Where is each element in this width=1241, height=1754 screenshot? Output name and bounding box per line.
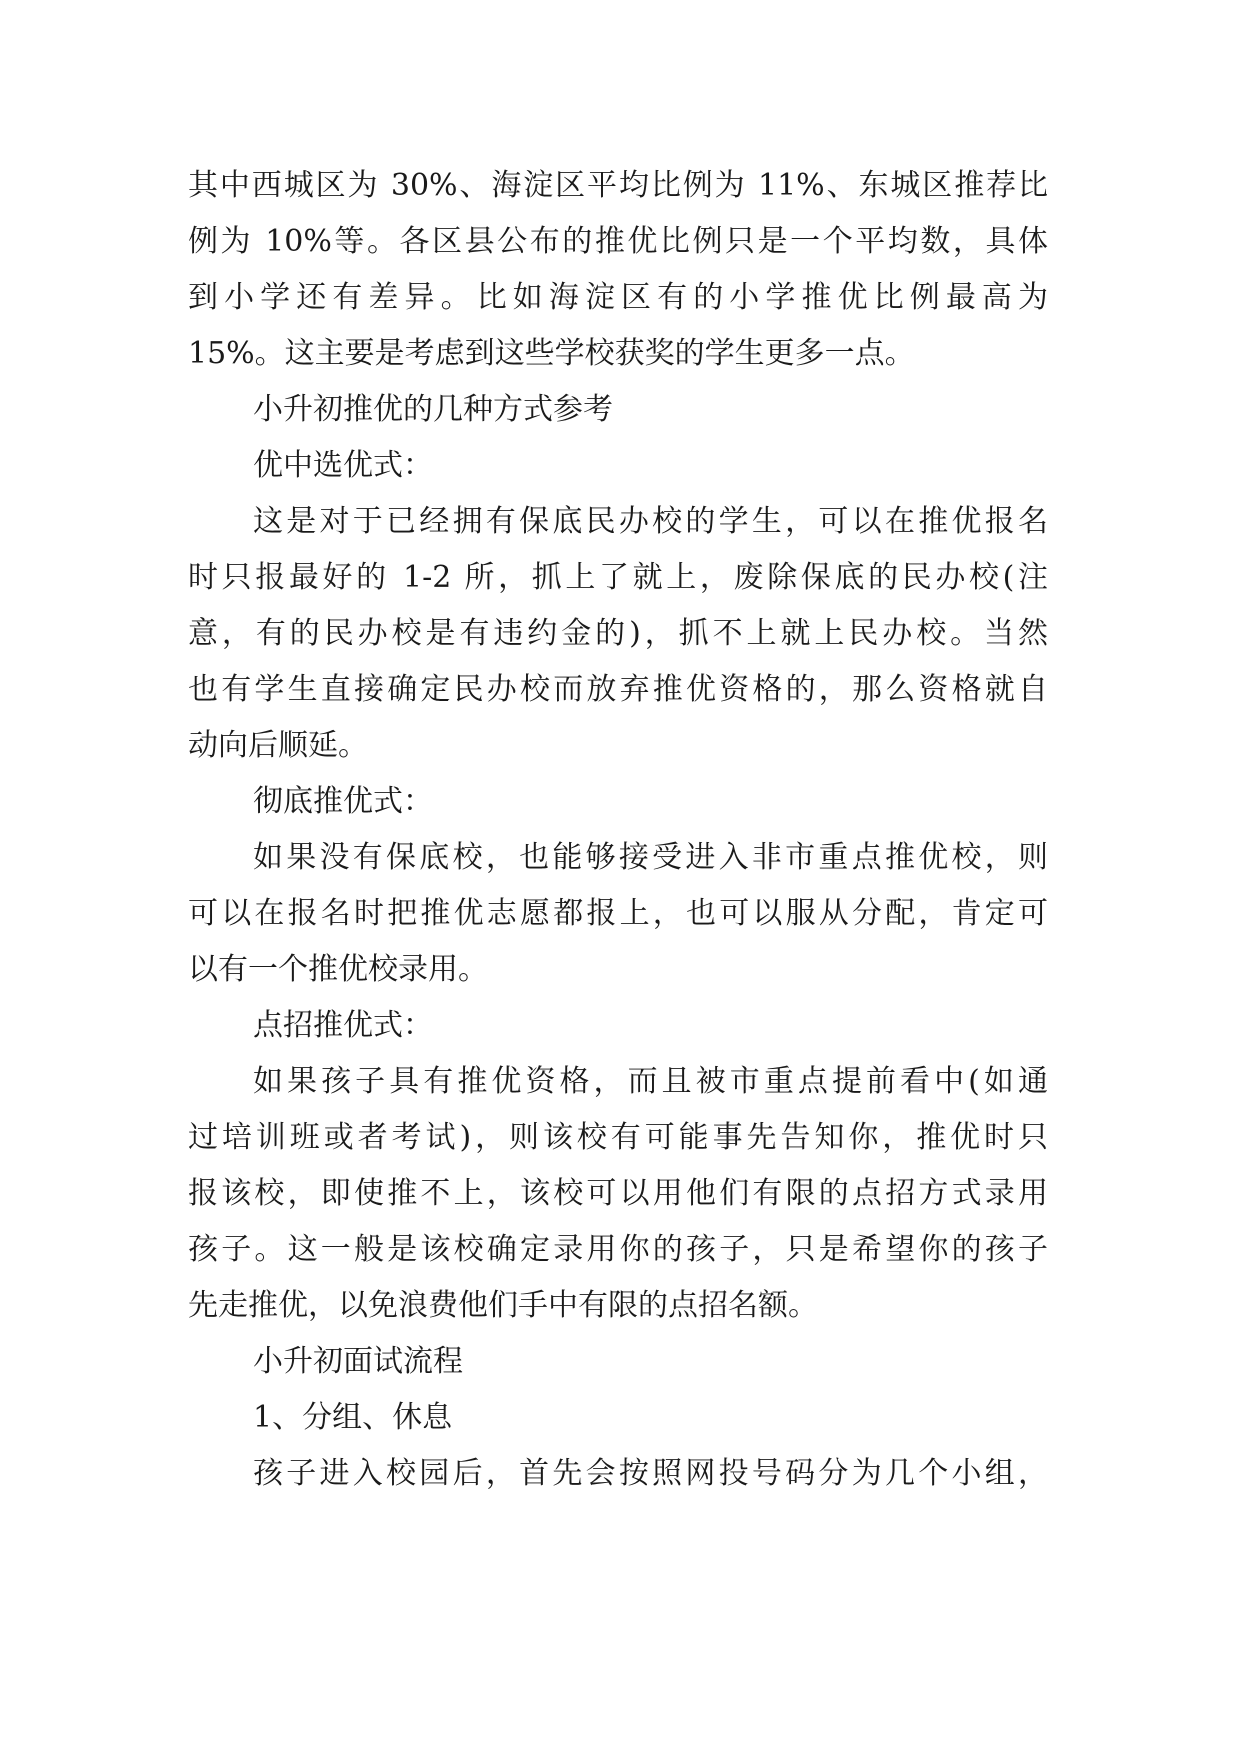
text-line: 如果没有保底校，也能够接受进入非市重点推优校，则 — [253, 840, 1048, 875]
text-line: 也有学生直接确定民办校而放弃推优资格的，那么资格就自 — [188, 672, 1048, 707]
text-line: 过培训班或者考试)，则该校有可能事先告知你，推优时只 — [188, 1120, 1048, 1155]
text-line: 先走推优，以免浪费他们手中有限的点招名额。 — [188, 1288, 818, 1323]
text-line: 到小学还有差异。比如海淀区有的小学推优比例最高为 — [188, 280, 1048, 315]
subheading: 彻底推优式： — [253, 784, 433, 819]
text-line: 这是对于已经拥有保底民办校的学生，可以在推优报名 — [253, 504, 1048, 539]
text-line: 时只报最好的 1-2 所，抓上了就上，废除保底的民办校(注 — [188, 560, 1048, 595]
text-line: 其中西城区为 30%、海淀区平均比例为 11%、东城区推荐比 — [188, 168, 1048, 203]
subheading: 点招推优式： — [253, 1008, 433, 1043]
text-line: 15%。这主要是考虑到这些学校获奖的学生更多一点。 — [188, 336, 915, 371]
subheading: 1、分组、休息 — [253, 1400, 453, 1435]
text-line: 如果孩子具有推优资格，而且被市重点提前看中(如通 — [253, 1064, 1048, 1099]
text-line: 孩子。这一般是该校确定录用你的孩子，只是希望你的孩子 — [188, 1232, 1048, 1267]
subheading: 优中选优式： — [253, 448, 433, 483]
text-line: 报该校，即使推不上，该校可以用他们有限的点招方式录用 — [188, 1176, 1048, 1211]
text-line: 孩子进入校园后，首先会按照网投号码分为几个小组， — [253, 1456, 1048, 1491]
text-line: 意，有的民办校是有违约金的)，抓不上就上民办校。当然 — [188, 616, 1048, 651]
text-line: 可以在报名时把推优志愿都报上，也可以服从分配，肯定可 — [188, 896, 1048, 931]
section-heading: 小升初推优的几种方式参考 — [253, 392, 613, 427]
text-line: 例为 10%等。各区县公布的推优比例只是一个平均数，具体 — [188, 224, 1048, 259]
text-line: 动向后顺延。 — [188, 728, 368, 763]
section-heading: 小升初面试流程 — [253, 1344, 463, 1379]
text-line: 以有一个推优校录用。 — [188, 952, 488, 987]
